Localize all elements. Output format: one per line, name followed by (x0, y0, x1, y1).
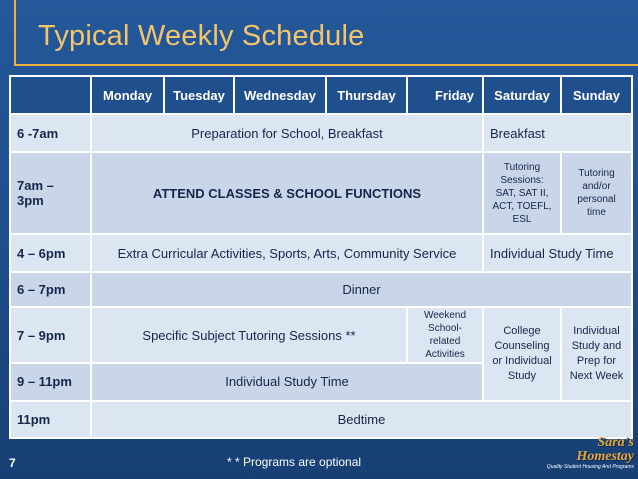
header-corner (10, 76, 91, 114)
page-number: 7 (9, 456, 16, 470)
time-cell: 6 -7am (10, 114, 91, 152)
activity-cell: Individual Study and Prep for Next Week (561, 307, 632, 401)
time-cell: 6 – 7pm (10, 272, 91, 307)
activity-cell: Breakfast (483, 114, 632, 152)
time-cell: 11pm (10, 401, 91, 438)
slide-title: Typical Weekly Schedule (38, 20, 365, 52)
activity-cell: Dinner (91, 272, 632, 307)
time-cell: 9 – 11pm (10, 363, 91, 401)
time-cell: 4 – 6pm (10, 234, 91, 272)
activity-cell: ATTEND CLASSES & SCHOOL FUNCTIONS (91, 152, 483, 234)
time-cell: 7 – 9pm (10, 307, 91, 363)
time-cell: 7am – 3pm (10, 152, 91, 234)
activity-cell: Specific Subject Tutoring Sessions ** (91, 307, 407, 363)
header-tuesday: Tuesday (164, 76, 234, 114)
sarahs-homestay-logo (538, 435, 634, 470)
title-underline (14, 64, 638, 66)
activity-cell: Individual Study Time (483, 234, 632, 272)
activity-cell: Bedtime (91, 401, 632, 438)
header-thursday: Thursday (326, 76, 407, 114)
table-row (10, 234, 632, 272)
activity-cell: Tutoring and/or personal time (561, 152, 632, 234)
footnote: * * Programs are optional (227, 455, 362, 469)
header-saturday: Saturday (483, 76, 561, 114)
schedule-table (9, 75, 633, 439)
activity-cell: Weekend School-related Activities (407, 307, 483, 363)
activity-cell: Tutoring Sessions: SAT, SAT II, ACT, TOEFL, ESL (483, 152, 561, 234)
table-row (10, 152, 632, 234)
header-row (10, 76, 632, 114)
logo-wordmark: Sara's Homestay (576, 435, 634, 464)
table-row (10, 114, 632, 152)
header-sunday: Sunday (561, 76, 632, 114)
table-row (10, 272, 632, 307)
activity-cell: Extra Curricular Activities, Sports, Arts, Community Service (91, 234, 483, 272)
activity-cell: College Counseling or Individual Study (483, 307, 561, 401)
title-accent-vertical (14, 0, 16, 66)
table-row (10, 307, 632, 363)
activity-cell: Individual Study Time (91, 363, 483, 401)
header-wednesday: Wednesday (234, 76, 326, 114)
logo-tagline: Quality Student Housing And Programs (546, 464, 634, 470)
header-friday: Friday (407, 76, 483, 114)
table-row (10, 401, 632, 438)
header-monday: Monday (91, 76, 164, 114)
activity-cell: Preparation for School, Breakfast (91, 114, 483, 152)
